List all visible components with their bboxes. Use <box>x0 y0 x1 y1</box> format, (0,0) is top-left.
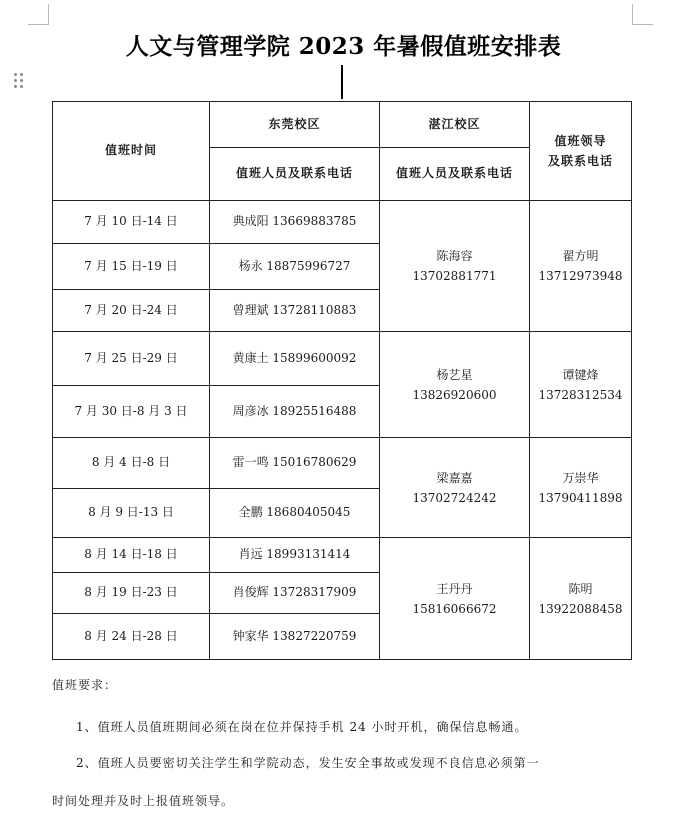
header-duty-time: 值班时间 <box>53 102 210 201</box>
duty-leader-cell <box>530 332 632 438</box>
header-staff-phone-zhanjiang: 值班人员及联系电话 <box>380 148 530 201</box>
zhanjiang-staff-cell <box>380 438 530 538</box>
leader-phone: 13790411898 <box>538 490 623 505</box>
dongguan-staff-cell: 全鹏 18680405045 <box>210 489 380 538</box>
zhanjiang-staff-name: 王丹丹 <box>436 581 473 596</box>
leader-phone: 13712973948 <box>538 269 623 283</box>
duty-leader-cell <box>530 201 632 332</box>
duty-date-cell: 8 月 24 日-28 日 <box>53 614 210 660</box>
duty-date-cell: 8 月 9 日-13 日 <box>53 489 210 538</box>
dongguan-staff-cell: 周彦冰 18925516488 <box>210 386 380 438</box>
dongguan-staff-cell: 肖俊辉 13728317909 <box>210 573 380 614</box>
dongguan-staff-cell: 曾理斌 13728110883 <box>210 290 380 332</box>
table-drag-handle-icon[interactable] <box>14 73 24 89</box>
header-duty-leader <box>530 102 632 201</box>
dongguan-staff-cell: 杨永 18875996727 <box>210 244 380 290</box>
duty-leader-cell <box>530 438 632 538</box>
duty-date-cell: 7 月 30 日-8 月 3 日 <box>53 386 210 438</box>
requirements-title: 值班要求： <box>52 678 118 692</box>
requirement-item: 2、值班人员要密切关注学生和学院动态，发生安全事故或发现不良信息必须第一 <box>76 756 540 770</box>
duty-date-cell: 8 月 19 日-23 日 <box>53 573 210 614</box>
dongguan-staff-cell: 肖远 18993131414 <box>210 538 380 573</box>
zhanjiang-staff-name: 陈海容 <box>436 249 473 263</box>
page-corner-mark-top-right <box>632 4 653 25</box>
zhanjiang-staff-phone: 13702881771 <box>412 269 497 283</box>
zhanjiang-staff-phone: 15816066672 <box>412 601 497 616</box>
duty-date-cell: 7 月 15 日-19 日 <box>53 244 210 290</box>
leader-phone: 13922088458 <box>538 601 623 616</box>
page-corner-mark-top-left <box>28 4 49 25</box>
leader-name: 陈明 <box>568 581 593 596</box>
schedule-table <box>52 101 632 660</box>
zhanjiang-staff-cell <box>380 538 530 660</box>
header-zhanjiang-campus: 湛江校区 <box>380 102 530 148</box>
dongguan-staff-cell: 钟家华 13827220759 <box>210 614 380 660</box>
text-cursor <box>341 65 343 99</box>
duty-date-cell: 7 月 20 日-24 日 <box>53 290 210 332</box>
duty-date-cell: 7 月 25 日-29 日 <box>53 332 210 386</box>
requirement-item: 1、值班人员值班期间必须在岗在位并保持手机 24 小时开机，确保信息畅通。 <box>76 720 528 734</box>
header-leader-line2: 及联系电话 <box>547 154 613 168</box>
duty-leader-cell <box>530 538 632 660</box>
dongguan-staff-cell: 黄康土 15899600092 <box>210 332 380 386</box>
header-dongguan-campus: 东莞校区 <box>210 102 380 148</box>
table-row <box>53 438 632 489</box>
zhanjiang-staff-phone: 13702724242 <box>412 490 497 505</box>
zhanjiang-staff-phone: 13826920600 <box>412 387 497 402</box>
duty-date-cell: 8 月 14 日-18 日 <box>53 538 210 573</box>
zhanjiang-staff-name: 杨艺星 <box>436 367 473 382</box>
zhanjiang-staff-cell <box>380 201 530 332</box>
table-row <box>53 538 632 573</box>
table-row <box>53 332 632 386</box>
duty-date-cell: 7 月 10 日-14 日 <box>53 201 210 244</box>
dongguan-staff-cell: 典成阳 13669883785 <box>210 201 380 244</box>
leader-name: 万崇华 <box>562 470 599 485</box>
leader-name: 翟方明 <box>562 249 599 263</box>
requirement-item-continued: 时间处理并及时上报值班领导。 <box>52 794 235 808</box>
header-leader-line1: 值班领导 <box>554 134 607 148</box>
zhanjiang-staff-cell <box>380 332 530 438</box>
page-title: 人文与管理学院 2023 年暑假值班安排表 <box>125 33 562 60</box>
header-staff-phone-dongguan: 值班人员及联系电话 <box>210 148 380 201</box>
table-row <box>53 201 632 244</box>
leader-phone: 13728312534 <box>538 387 623 402</box>
zhanjiang-staff-name: 梁嘉嘉 <box>436 470 473 485</box>
duty-date-cell: 8 月 4 日-8 日 <box>53 438 210 489</box>
leader-name: 谭键烽 <box>562 367 599 382</box>
dongguan-staff-cell: 雷一鸣 15016780629 <box>210 438 380 489</box>
